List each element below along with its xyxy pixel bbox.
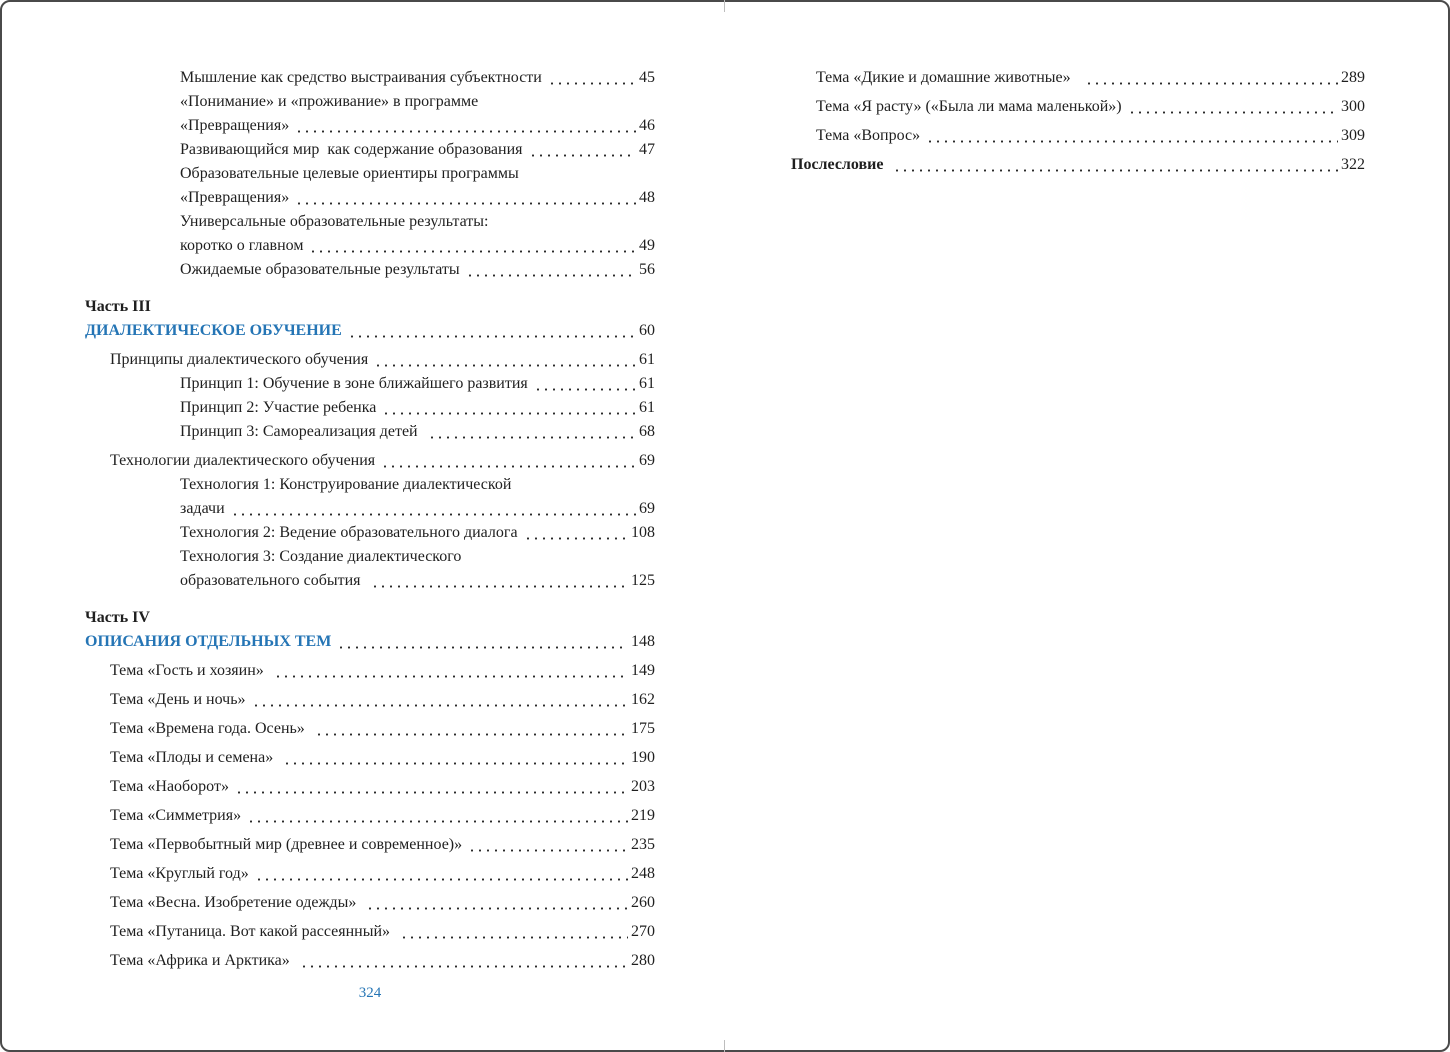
dot-leader	[235, 775, 628, 799]
dot-leader	[926, 124, 1338, 148]
toc-entry	[791, 153, 1365, 177]
toc-entry	[85, 659, 655, 683]
dot-leader	[309, 234, 636, 258]
toc-entry	[85, 396, 655, 420]
toc-entry	[85, 775, 655, 799]
toc-entry-title: Ожидаемые образовательные результаты	[180, 261, 460, 278]
dot-leader	[374, 348, 636, 372]
dot-leader	[893, 153, 1338, 177]
dot-leader	[315, 717, 628, 741]
toc-entry	[85, 630, 655, 654]
toc-entry-page: 162	[631, 691, 655, 708]
toc-entry	[85, 449, 655, 473]
toc-entry-page: 47	[639, 141, 655, 158]
dot-leader	[524, 521, 628, 545]
toc-entry-page: 60	[639, 322, 655, 339]
toc-entry	[85, 862, 655, 886]
toc-entry-title: задачи	[180, 500, 225, 517]
toc-entry-title: Часть IV	[85, 609, 150, 626]
toc-entry-title: Тема «Путаница. Вот какой рассеянный»	[110, 923, 395, 940]
toc-entry-title: Тема «Первобытный мир (древнее и современное)»	[110, 836, 463, 853]
toc-entry	[85, 162, 655, 186]
toc-entry-title: Тема «Круглый год»	[110, 865, 249, 882]
toc-entry	[791, 66, 1365, 90]
toc-entry-page: 260	[631, 894, 655, 911]
dot-leader	[247, 804, 628, 828]
toc-entry-title: «Превращения»	[180, 189, 290, 206]
dot-leader	[295, 186, 636, 210]
toc-entry	[85, 114, 655, 138]
toc-entry-page: 309	[1341, 127, 1365, 144]
dot-leader	[466, 258, 636, 282]
dot-leader	[529, 138, 637, 162]
toc-entry-page: 69	[639, 452, 655, 469]
toc-entry-page: 280	[631, 952, 655, 969]
dot-leader	[382, 396, 636, 420]
dot-leader	[295, 114, 636, 138]
toc-entry-page: 49	[639, 237, 655, 254]
dot-leader	[300, 949, 628, 973]
page-gutter-line-top	[724, 0, 725, 12]
toc-entry-page: 46	[639, 117, 655, 134]
toc-entry-title: Принципы диалектического обучения	[110, 351, 369, 368]
toc-entry	[85, 258, 655, 282]
toc-entry-page: 175	[631, 720, 655, 737]
toc-entry	[85, 606, 655, 630]
toc-entry	[85, 833, 655, 857]
dot-leader	[381, 449, 636, 473]
toc-entry	[85, 90, 655, 114]
toc-entry	[85, 372, 655, 396]
toc-entry-title: Универсальные образовательные результаты:	[180, 213, 489, 230]
toc-entry	[85, 420, 655, 444]
toc-entry-page: 149	[631, 662, 655, 679]
toc-entry-title: «Превращения»	[180, 117, 290, 134]
toc-entry-page: 125	[631, 572, 655, 589]
toc-entry	[85, 569, 655, 593]
toc-entry	[85, 234, 655, 258]
toc-entry-page: 322	[1341, 156, 1365, 173]
toc-entry-title: Образовательные целевые ориентиры программы	[180, 165, 519, 182]
toc-entry-page: 235	[631, 836, 655, 853]
dot-leader	[400, 920, 628, 944]
dot-leader	[1085, 66, 1338, 90]
toc-entry	[85, 521, 655, 545]
toc-entry-page: 69	[639, 500, 655, 517]
toc-entry	[85, 949, 655, 973]
toc-entry-title: Технология 3: Создание диалектического	[180, 548, 462, 565]
toc-entry	[85, 804, 655, 828]
toc-entry-title: Тема «Плоды и семена»	[110, 749, 278, 766]
toc-entry-title: Тема «Наоборот»	[110, 778, 229, 795]
toc-entry	[85, 210, 655, 234]
toc-entry	[85, 746, 655, 770]
dot-leader	[231, 497, 636, 521]
toc-entry	[791, 124, 1365, 148]
left-page	[85, 66, 655, 1002]
toc-list-right	[791, 66, 1365, 177]
dot-leader	[371, 569, 628, 593]
dot-leader	[534, 372, 636, 396]
toc-entry-page: 270	[631, 923, 655, 940]
toc-entry	[85, 66, 655, 90]
right-page	[791, 66, 1365, 177]
toc-entry	[85, 186, 655, 210]
toc-entry	[85, 295, 655, 319]
toc-entry-title: Технология 2: Ведение образовательного диалога	[180, 524, 518, 541]
toc-entry-page: 219	[631, 807, 655, 824]
toc-entry-title: Технология 1: Конструирование диалектической	[180, 476, 512, 493]
toc-entry-page: 45	[639, 69, 655, 86]
toc-entry-page: 203	[631, 778, 655, 795]
toc-entry-title: Тема «Весна. Изобретение одежды»	[110, 894, 361, 911]
dot-leader	[274, 659, 628, 683]
toc-entry-title: Тема «Африка и Арктика»	[110, 952, 294, 969]
dot-leader	[255, 862, 628, 886]
toc-list-left	[85, 66, 655, 973]
toc-entry-title: Тема «Симметрия»	[110, 807, 242, 824]
toc-entry-page: 190	[631, 749, 655, 766]
toc-entry-title: Послесловие	[791, 156, 888, 173]
toc-entry-title: Тема «Я расту» («Была ли мама маленькой»)	[816, 98, 1122, 115]
toc-entry-page: 68	[639, 423, 655, 440]
toc-entry	[791, 95, 1365, 119]
toc-entry-title: Мышление как средство выстраивания субъектности	[180, 69, 542, 86]
dot-leader	[1128, 95, 1338, 119]
toc-entry-title: Часть III	[85, 298, 151, 315]
toc-entry-title: Тема «Дикие и домашние животные»	[816, 69, 1079, 86]
toc-entry-title: Развивающийся мир как содержание образования	[180, 141, 523, 158]
toc-entry-page: 248	[631, 865, 655, 882]
toc-entry	[85, 688, 655, 712]
toc-entry-page: 61	[639, 375, 655, 392]
toc-entry-title: Тема «День и ночь»	[110, 691, 246, 708]
toc-entry-page: 61	[639, 351, 655, 368]
toc-entry	[85, 920, 655, 944]
toc-entry-title: ДИАЛЕКТИЧЕСКОЕ ОБУЧЕНИЕ	[85, 322, 342, 339]
dot-leader	[348, 319, 636, 343]
toc-entry-page: 61	[639, 399, 655, 416]
toc-entry-title: образовательного события	[180, 572, 365, 589]
toc-entry	[85, 473, 655, 497]
toc-entry-title: Тема «Вопрос»	[816, 127, 921, 144]
toc-entry	[85, 319, 655, 343]
dot-leader	[468, 833, 628, 857]
toc-entry-page: 300	[1341, 98, 1365, 115]
toc-entry-title: «Понимание» и «проживание» в программе	[180, 93, 479, 110]
toc-entry-title: Тема «Гость и хозяин»	[110, 662, 268, 679]
toc-entry-title: Технологии диалектического обучения	[110, 452, 376, 469]
toc-entry-title: коротко о главном	[180, 237, 304, 254]
dot-leader	[366, 891, 628, 915]
toc-entry	[85, 545, 655, 569]
dot-leader	[337, 630, 628, 654]
dot-leader	[283, 746, 628, 770]
toc-entry-page: 289	[1341, 69, 1365, 86]
dot-leader	[252, 688, 628, 712]
toc-entry	[85, 348, 655, 372]
toc-entry-page: 148	[631, 633, 655, 650]
dot-leader	[428, 420, 636, 444]
toc-entry-title: Принцип 1: Обучение в зоне ближайшего развития	[180, 375, 528, 392]
toc-entry	[85, 497, 655, 521]
toc-entry	[85, 717, 655, 741]
dot-leader	[548, 66, 636, 90]
toc-entry-title: Принцип 2: Участие ребенка	[180, 399, 377, 416]
page-gutter-line-bottom	[724, 1040, 725, 1052]
toc-entry-title: Тема «Времена года. Осень»	[110, 720, 309, 737]
toc-entry-page: 48	[639, 189, 655, 206]
toc-entry	[85, 891, 655, 915]
toc-entry-title: Принцип 3: Самореализация детей	[180, 423, 422, 440]
toc-entry-title: ОПИСАНИЯ ОТДЕЛЬНЫХ ТЕМ	[85, 633, 332, 650]
toc-entry	[85, 138, 655, 162]
toc-entry-page: 56	[639, 261, 655, 278]
toc-entry-page: 108	[631, 524, 655, 541]
page-number-left: 324	[358, 985, 382, 1001]
